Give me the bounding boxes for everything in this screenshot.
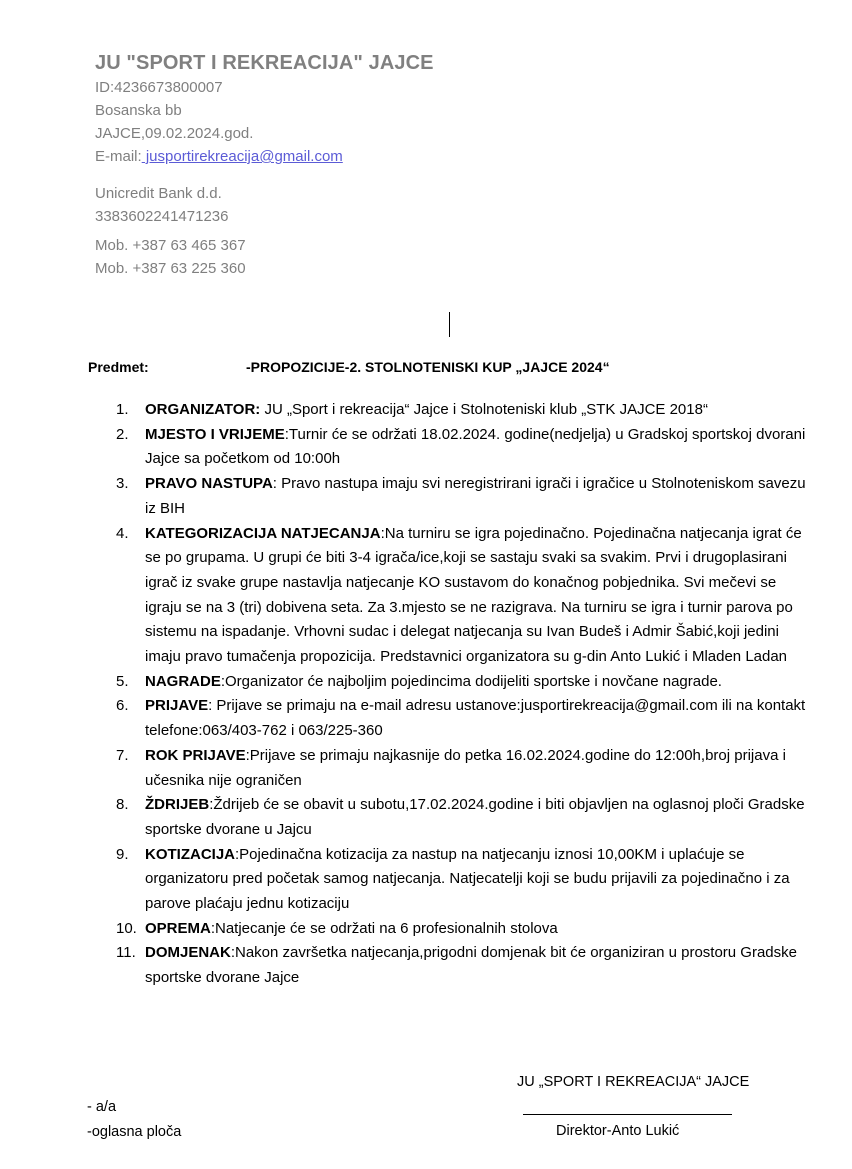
list-item [0, 670, 852, 695]
subject-title: -PROPOZICIJE-2. STOLNOTENISKI KUP „JAJCE 2024“ [246, 359, 610, 375]
list-item [0, 423, 852, 472]
list-item-number: 8. [116, 796, 129, 814]
signature-line [523, 1114, 732, 1115]
list-item [0, 843, 852, 917]
list-item-title: MJESTO I VRIJEME [145, 425, 285, 443]
list-item-number: 7. [116, 746, 129, 764]
list-item-body: :Organizator će najboljim pojedincima dodijeliti sportske i novčane nagrade. [220, 672, 722, 690]
list-item-text [145, 694, 817, 743]
list-item [0, 472, 852, 521]
letterhead [95, 50, 434, 280]
list-item-body: :Prijave se primaju najkasnije do petka 16.02.2024.godine do 12:00h,broj prijava i učesnika nije ograničen [145, 746, 786, 789]
list-item-title: NAGRADE [145, 672, 221, 690]
list-item-body: : Prijave se primaju na e-mail adresu ustanove:jusportirekreacija@gmail.com ili na kontakt telefone:063/403-762 i 063/225-360 [145, 697, 806, 740]
mobile-2: Mob. +387 63 225 360 [95, 260, 246, 277]
subject-label: Predmet: [88, 359, 149, 375]
subject-line [88, 359, 610, 375]
list-item-title: KATEGORIZACIJA NATJECANJA [145, 524, 381, 542]
list-item-body: :Ždrijeb će se obavit u subotu,17.02.2024.godine i biti objavljen na oglasnoj ploči Gradske sportske dvorane u Jajcu [145, 796, 805, 838]
list-item-body: :Turnir će se održati 18.02.2024. godine(nedjelja) u Gradskoj sportskoj dvorani Jajce sa početkom od 10:00h [145, 425, 806, 468]
list-item-text [145, 843, 817, 917]
email-link[interactable]: jusportirekreacija@gmail.com [141, 148, 343, 165]
mobile-1: Mob. +387 63 465 367 [95, 237, 246, 254]
list-item-number: 11. [116, 944, 136, 962]
list-item-text [145, 522, 817, 670]
list-item-number: 6. [116, 697, 129, 715]
list-item-text [145, 941, 817, 990]
list-item [0, 744, 852, 793]
list-item-text [145, 744, 817, 793]
list-item-number: 4. [116, 524, 129, 542]
list-item-number: 10. [116, 919, 137, 937]
list-item-title: ŽDRIJEB [145, 796, 210, 814]
list-item-text [145, 793, 817, 842]
list-item [0, 398, 852, 423]
org-name: JU "SPORT I REKREACIJA" JAJCE [95, 52, 434, 74]
list-item [0, 793, 852, 842]
list-item-number: 1. [116, 401, 129, 418]
list-item-number: 5. [116, 672, 129, 690]
distribution-aa: - a/a [87, 1099, 117, 1115]
signature-org: JU „SPORT I REKREACIJA“ JAJCE [517, 1074, 750, 1090]
list-item-body: :Pojedinačna kotizacija za nastup na natjecanju iznosi 10,00KM i uplaćuje se organizatoru pred početak samog natjecanja. Natjecatelji koji se budu prijavili za pojedinačno i za parove plaćaju jednu kotizaciju [145, 845, 790, 913]
list-item-text [145, 670, 817, 695]
list-item-title: ORGANIZATOR: [145, 401, 261, 418]
list-item-body: :Natjecanje će se održati na 6 profesionalnih stolova [210, 919, 558, 937]
list-item-text [145, 398, 817, 423]
text-cursor [449, 312, 450, 337]
email-line [95, 145, 434, 168]
list-item-title: KOTIZACIJA [145, 845, 235, 863]
list-item-body: : Pravo nastupa imaju svi neregistrirani igrači i igračice u Stolnoteniskom savezu iz BIH [145, 475, 806, 517]
distribution-board: -oglasna ploča [87, 1124, 182, 1140]
list-item-text [145, 423, 817, 472]
org-id: ID:4236673800007 [95, 79, 223, 96]
list-item [0, 917, 852, 942]
propositions-list [0, 398, 852, 991]
list-item-body: :Nakon završetka natjecanja,prigodni domjenak bit će organiziran u prostoru Gradske sportske dvorane Jajce [145, 944, 797, 987]
list-item-title: PRAVO NASTUPA [145, 475, 273, 493]
org-address: Bosanska bb [95, 102, 182, 119]
list-item [0, 694, 852, 743]
list-item-title: DOMJENAK [145, 944, 231, 962]
list-item-title: PRIJAVE [145, 697, 209, 715]
bank-account: 3383602241471236 [95, 208, 229, 225]
email-label: E-mail: [95, 148, 142, 165]
list-item-body: JU „Sport i rekreacija“ Jajce i Stolnoteniski klub „STK JAJCE 2018“ [260, 401, 708, 418]
bank-name: Unicredit Bank d.d. [95, 185, 222, 202]
list-item [0, 522, 852, 670]
list-item-number: 9. [116, 845, 129, 863]
list-item-text [145, 917, 817, 942]
list-item-number: 2. [116, 425, 129, 443]
list-item-body: :Na turniru se igra pojedinačno. Pojedinačna natjecanja igrat će se po grupama. U grupi će biti 3-4 igrača/ice,koji se sastaju svaki sa svakim. Prvi i drugoplasirani igrač iz svake grupe nastavlja natjecanje KO sustavom do konačnog pobjednika. Svi mečevi se igraju se na 3 (tri) dobivena seta. Za 3.mjesto se ne razigrava. Na turniru se igra i turnir parova po sistemu na ispadanje. Vrhovni sudac i delegat natjecanja su Ivan Budeš i Admir Šabić,koji jedini imaju pravo tumačenja propozicija. Predstavnici organizatora su g-din Anto Lukić i Mladen Ladan [145, 524, 802, 666]
list-item [0, 941, 852, 990]
list-item-title: OPREMA [145, 919, 211, 937]
signature-name: Direktor-Anto Lukić [556, 1123, 680, 1139]
list-item-number: 3. [116, 475, 129, 493]
list-item-title: ROK PRIJAVE [145, 746, 246, 764]
list-item-text [145, 472, 817, 521]
city-date: JAJCE,09.02.2024.god. [95, 125, 254, 142]
